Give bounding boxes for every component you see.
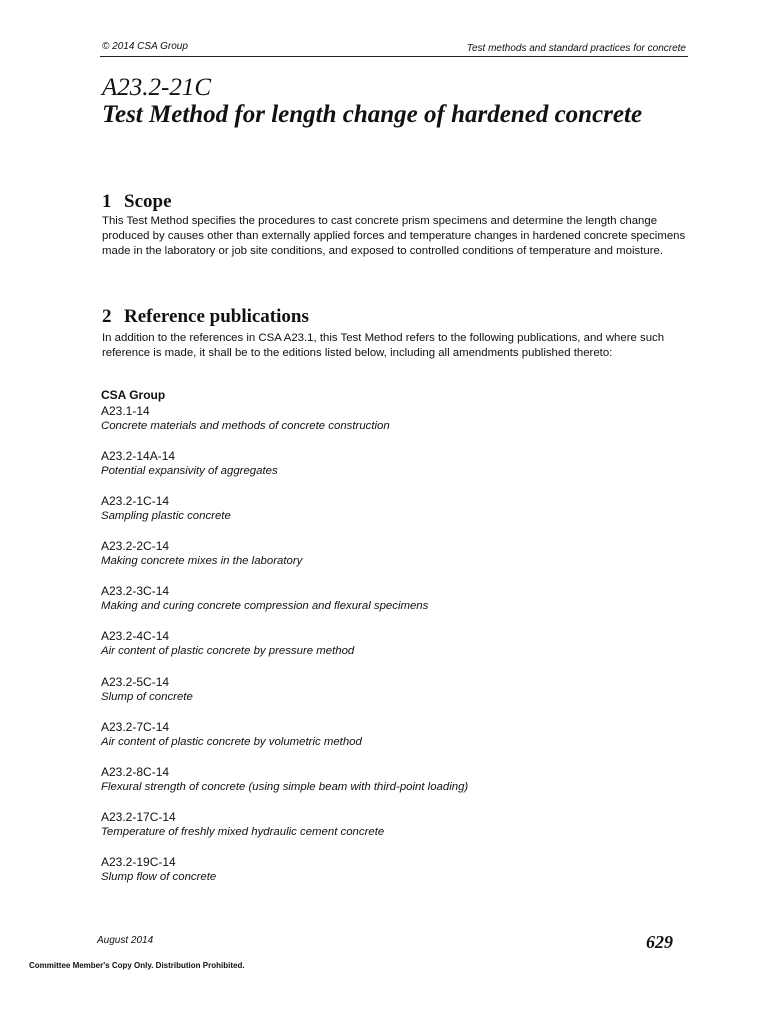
reference-title: Slump of concrete	[101, 690, 193, 703]
reference-item	[101, 539, 661, 584]
reference-title: Air content of plastic concrete by volumetric method	[101, 735, 362, 748]
section-number: 1	[102, 191, 112, 212]
reference-title: Potential expansivity of aggregates	[101, 465, 278, 478]
reference-item	[101, 855, 661, 900]
reference-item	[101, 404, 661, 449]
reference-code: A23.1-14	[101, 404, 150, 418]
header-copyright: © 2014 CSA Group	[102, 41, 188, 52]
section-title: Reference publications	[124, 306, 309, 327]
reference-code: A23.2-3C-14	[101, 584, 170, 599]
reference-title: Making concrete mixes in the laboratory	[101, 555, 303, 568]
reference-item	[101, 720, 661, 765]
reference-code: A23.2-1C-14	[101, 494, 170, 509]
reference-item	[101, 810, 661, 855]
reference-title: Slump flow of concrete	[101, 870, 217, 883]
running-header	[100, 40, 688, 57]
document-number: A23.2-21C	[102, 74, 212, 101]
footer-date: August 2014	[97, 935, 154, 946]
reference-code: A23.2-8C-14	[101, 764, 170, 779]
section-heading-references	[102, 306, 309, 328]
reference-item	[101, 584, 661, 629]
scope-paragraph: This Test Method specifies the procedures to cast concrete prism specimens and determine the length change produced by causes other than externally applied forces and temperature changes in hardened concrete specimens made in the laboratory or job site conditions, and exposed to controlled conditions of temperature and moisture.	[102, 215, 686, 257]
reference-item	[101, 765, 661, 810]
reference-code: A23.2-2C-14	[101, 539, 170, 554]
document-title: Test Method for length change of hardened concrete	[102, 101, 643, 128]
reference-title: Making and curing concrete compression and flexural specimens	[101, 600, 429, 613]
header-series-title: Test methods and standard practices for concrete	[466, 43, 686, 54]
reference-code: A23.2-7C-14	[101, 719, 170, 734]
reference-title: Flexural strength of concrete (using simple beam with third-point loading)	[101, 780, 469, 793]
reference-code: A23.2-14A-14	[101, 449, 176, 464]
reference-list	[101, 404, 661, 900]
reference-group-heading: CSA Group	[101, 388, 166, 402]
reference-title: Sampling plastic concrete	[101, 510, 231, 523]
reference-item	[101, 449, 661, 494]
section-number: 2	[102, 306, 112, 327]
page-number: 629	[646, 932, 673, 952]
reference-title: Temperature of freshly mixed hydraulic cement concrete	[101, 825, 385, 838]
reference-item	[101, 629, 661, 674]
reference-title: Air content of plastic concrete by pressure method	[101, 645, 355, 658]
reference-item	[101, 494, 661, 539]
references-intro-paragraph: In addition to the references in CSA A23.1, this Test Method refers to the following publications, and where such reference is made, it shall be to the editions listed below, including all amendments published thereto:	[102, 332, 665, 359]
reference-code: A23.2-17C-14	[101, 809, 176, 824]
section-heading-scope	[102, 191, 172, 213]
distribution-notice: Committee Member's Copy Only. Distribution Prohibited.	[29, 961, 245, 970]
reference-code: A23.2-5C-14	[101, 674, 170, 689]
reference-title: Concrete materials and methods of concrete construction	[101, 420, 390, 432]
reference-code: A23.2-4C-14	[101, 629, 170, 644]
reference-code: A23.2-19C-14	[101, 854, 176, 869]
section-title: Scope	[124, 191, 172, 212]
reference-item	[101, 675, 661, 720]
